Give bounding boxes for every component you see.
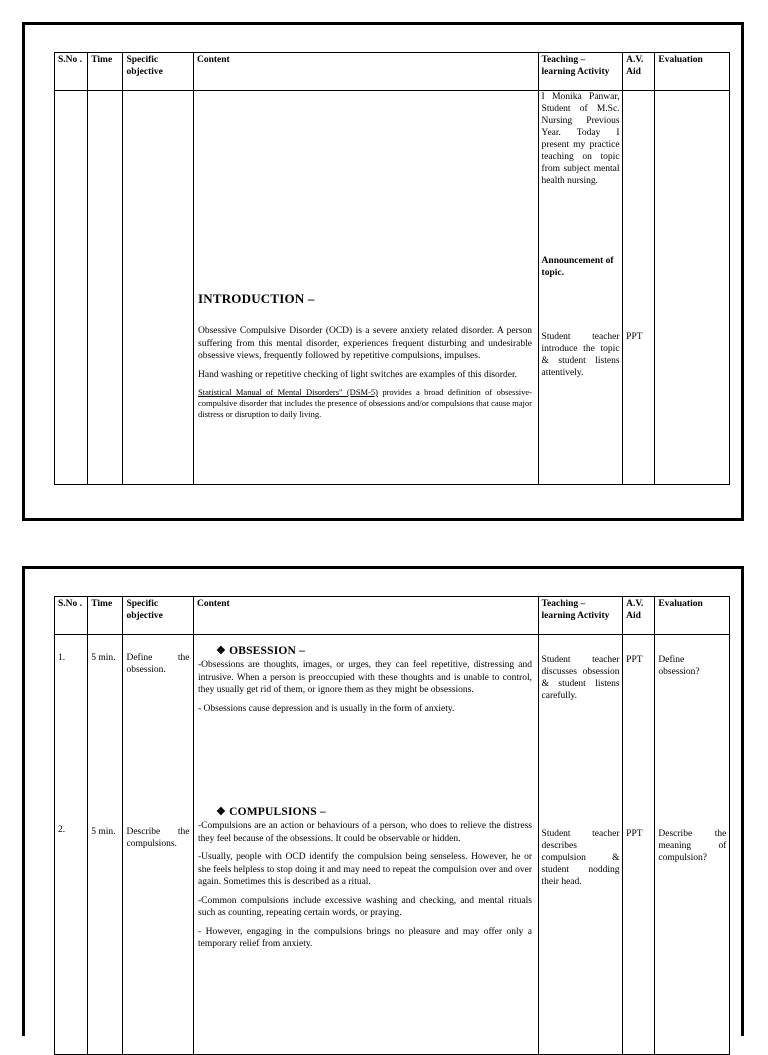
intro-paragraph-dsm xyxy=(198,387,532,420)
compulsions-text xyxy=(198,820,532,957)
table-row xyxy=(55,91,730,485)
intro-activity-text: I Monika Panwar, Student of M.Sc. Nursing Previous Year. Today I present my practice teaching on topic from subject mental health nursing. xyxy=(541,92,620,186)
content-paragraph: -Common compulsions include excessive washing and checking, and mental rituals such as counting, repeating certain words, or praying. xyxy=(198,895,532,918)
lesson-plan-page-2 xyxy=(22,566,744,1036)
header-objective: Specific objective xyxy=(123,53,194,91)
introduction-heading: INTRODUCTION – xyxy=(198,291,315,306)
header-content: Content xyxy=(194,53,539,91)
header-content: Content xyxy=(194,597,539,635)
evaluation-text: Define obsession? xyxy=(658,655,700,677)
compulsions-heading-text: COMPULSIONS – xyxy=(229,806,326,818)
row-number: 2. xyxy=(58,825,66,835)
cell-time xyxy=(88,91,123,485)
cell-evaluation xyxy=(655,91,730,485)
header-sno: S.No . xyxy=(55,597,88,635)
row-time: 5 min. xyxy=(91,827,116,837)
lesson-plan-table-2 xyxy=(54,596,730,1055)
table-header-row xyxy=(55,597,730,635)
intro-paragraph: Obsessive Compulsive Disorder (OCD) is a severe anxiety related disorder. A person suffering from this mental disorder, experiences frequent disturbing and undesirable obsessive views, frequently followed by repetitive compulsions, impulses. xyxy=(198,326,532,361)
activity-text: Student teacher introduce the topic & student listens attentively. xyxy=(541,332,620,378)
cell-av-aid xyxy=(623,91,655,485)
av-aid-text: PPT xyxy=(626,332,643,342)
cell-av-aid xyxy=(623,635,655,1055)
dsm-text: provides a broad definition of obsessive-compulsive disorder that includes the presence of obsessions and/or compulsions that cause major distress or disruption to daily living. xyxy=(198,387,532,419)
obsession-heading-text: OBSESSION – xyxy=(229,645,306,657)
compulsions-heading xyxy=(216,806,326,818)
header-objective: Specific objective xyxy=(123,597,194,635)
evaluation-text: Describe the meaning of compulsion? xyxy=(658,829,727,863)
cell-sno xyxy=(55,91,88,485)
av-aid-text: PPT xyxy=(626,829,643,839)
header-evaluation: Evaluation xyxy=(655,53,730,91)
row-objective: Describe the compulsions. xyxy=(126,827,190,849)
cell-sno xyxy=(55,635,88,1055)
header-time: Time xyxy=(88,53,123,91)
header-time: Time xyxy=(88,597,123,635)
cell-evaluation xyxy=(655,635,730,1055)
table-header-row xyxy=(55,53,730,91)
header-evaluation: Evaluation xyxy=(655,597,730,635)
introduction-text xyxy=(198,325,532,426)
header-av-aid: A.V. Aid xyxy=(623,53,655,91)
table-row xyxy=(55,635,730,1055)
cell-activity xyxy=(538,635,623,1055)
content-paragraph: - Obsessions cause depression and is usually in the form of anxiety. xyxy=(198,703,455,714)
lesson-plan-table-1 xyxy=(54,52,730,485)
content-paragraph: - However, engaging in the compulsions brings no pleasure and may offer only a temporary relief from anxiety. xyxy=(198,926,532,949)
content-paragraph: -Usually, people with OCD identify the compulsion being senseless. However, he or she feels helpless to stop doing it and may need to repeat the compulsion over and over again. Sometimes this is described as a ritual. xyxy=(198,852,532,887)
dsm-reference: Statistical Manual of Mental Disorders" (DSM-5) xyxy=(198,387,379,397)
content-paragraph: -Compulsions are an action or behaviours of a person, who does to relieve the distress they feel because of the obsessions. It could be observable or hidden. xyxy=(198,821,532,844)
intro-paragraph: Hand washing or repetitive checking of light switches are examples of this disorder. xyxy=(198,369,517,380)
activity-text: Student teacher describes compulsion & student nodding their head. xyxy=(541,829,620,887)
header-activity: Teaching – learning Activity xyxy=(538,53,623,91)
cell-time xyxy=(88,635,123,1055)
cell-content xyxy=(194,635,539,1055)
activity-text: Student teacher discusses obsession & student listens carefully. xyxy=(541,655,620,701)
header-activity: Teaching – learning Activity xyxy=(538,597,623,635)
cell-content xyxy=(194,91,539,485)
obsession-text xyxy=(198,659,532,721)
content-paragraph: -Obsessions are thoughts, images, or urges, they can feel repetitive, distressing and intrusive. When a person is preoccupied with these thoughts and is unable to control, they usually get rid of them, or ignore them as they might be obsessions. xyxy=(198,660,532,695)
row-number: 1. xyxy=(58,653,66,663)
cell-objective xyxy=(123,635,194,1055)
header-av-aid: A.V. Aid xyxy=(623,597,655,635)
announcement-label: Announcement of topic. xyxy=(541,256,614,278)
diamond-bullet-icon: ❖ xyxy=(216,806,227,818)
header-sno: S.No . xyxy=(55,53,88,91)
cell-activity xyxy=(538,91,623,485)
obsession-heading xyxy=(216,645,305,657)
diamond-bullet-icon: ❖ xyxy=(216,645,227,657)
row-objective: Define the obsession. xyxy=(126,653,190,675)
lesson-plan-page-1 xyxy=(22,22,744,521)
cell-objective xyxy=(123,91,194,485)
av-aid-text: PPT xyxy=(626,655,643,665)
row-time: 5 min. xyxy=(91,653,116,663)
